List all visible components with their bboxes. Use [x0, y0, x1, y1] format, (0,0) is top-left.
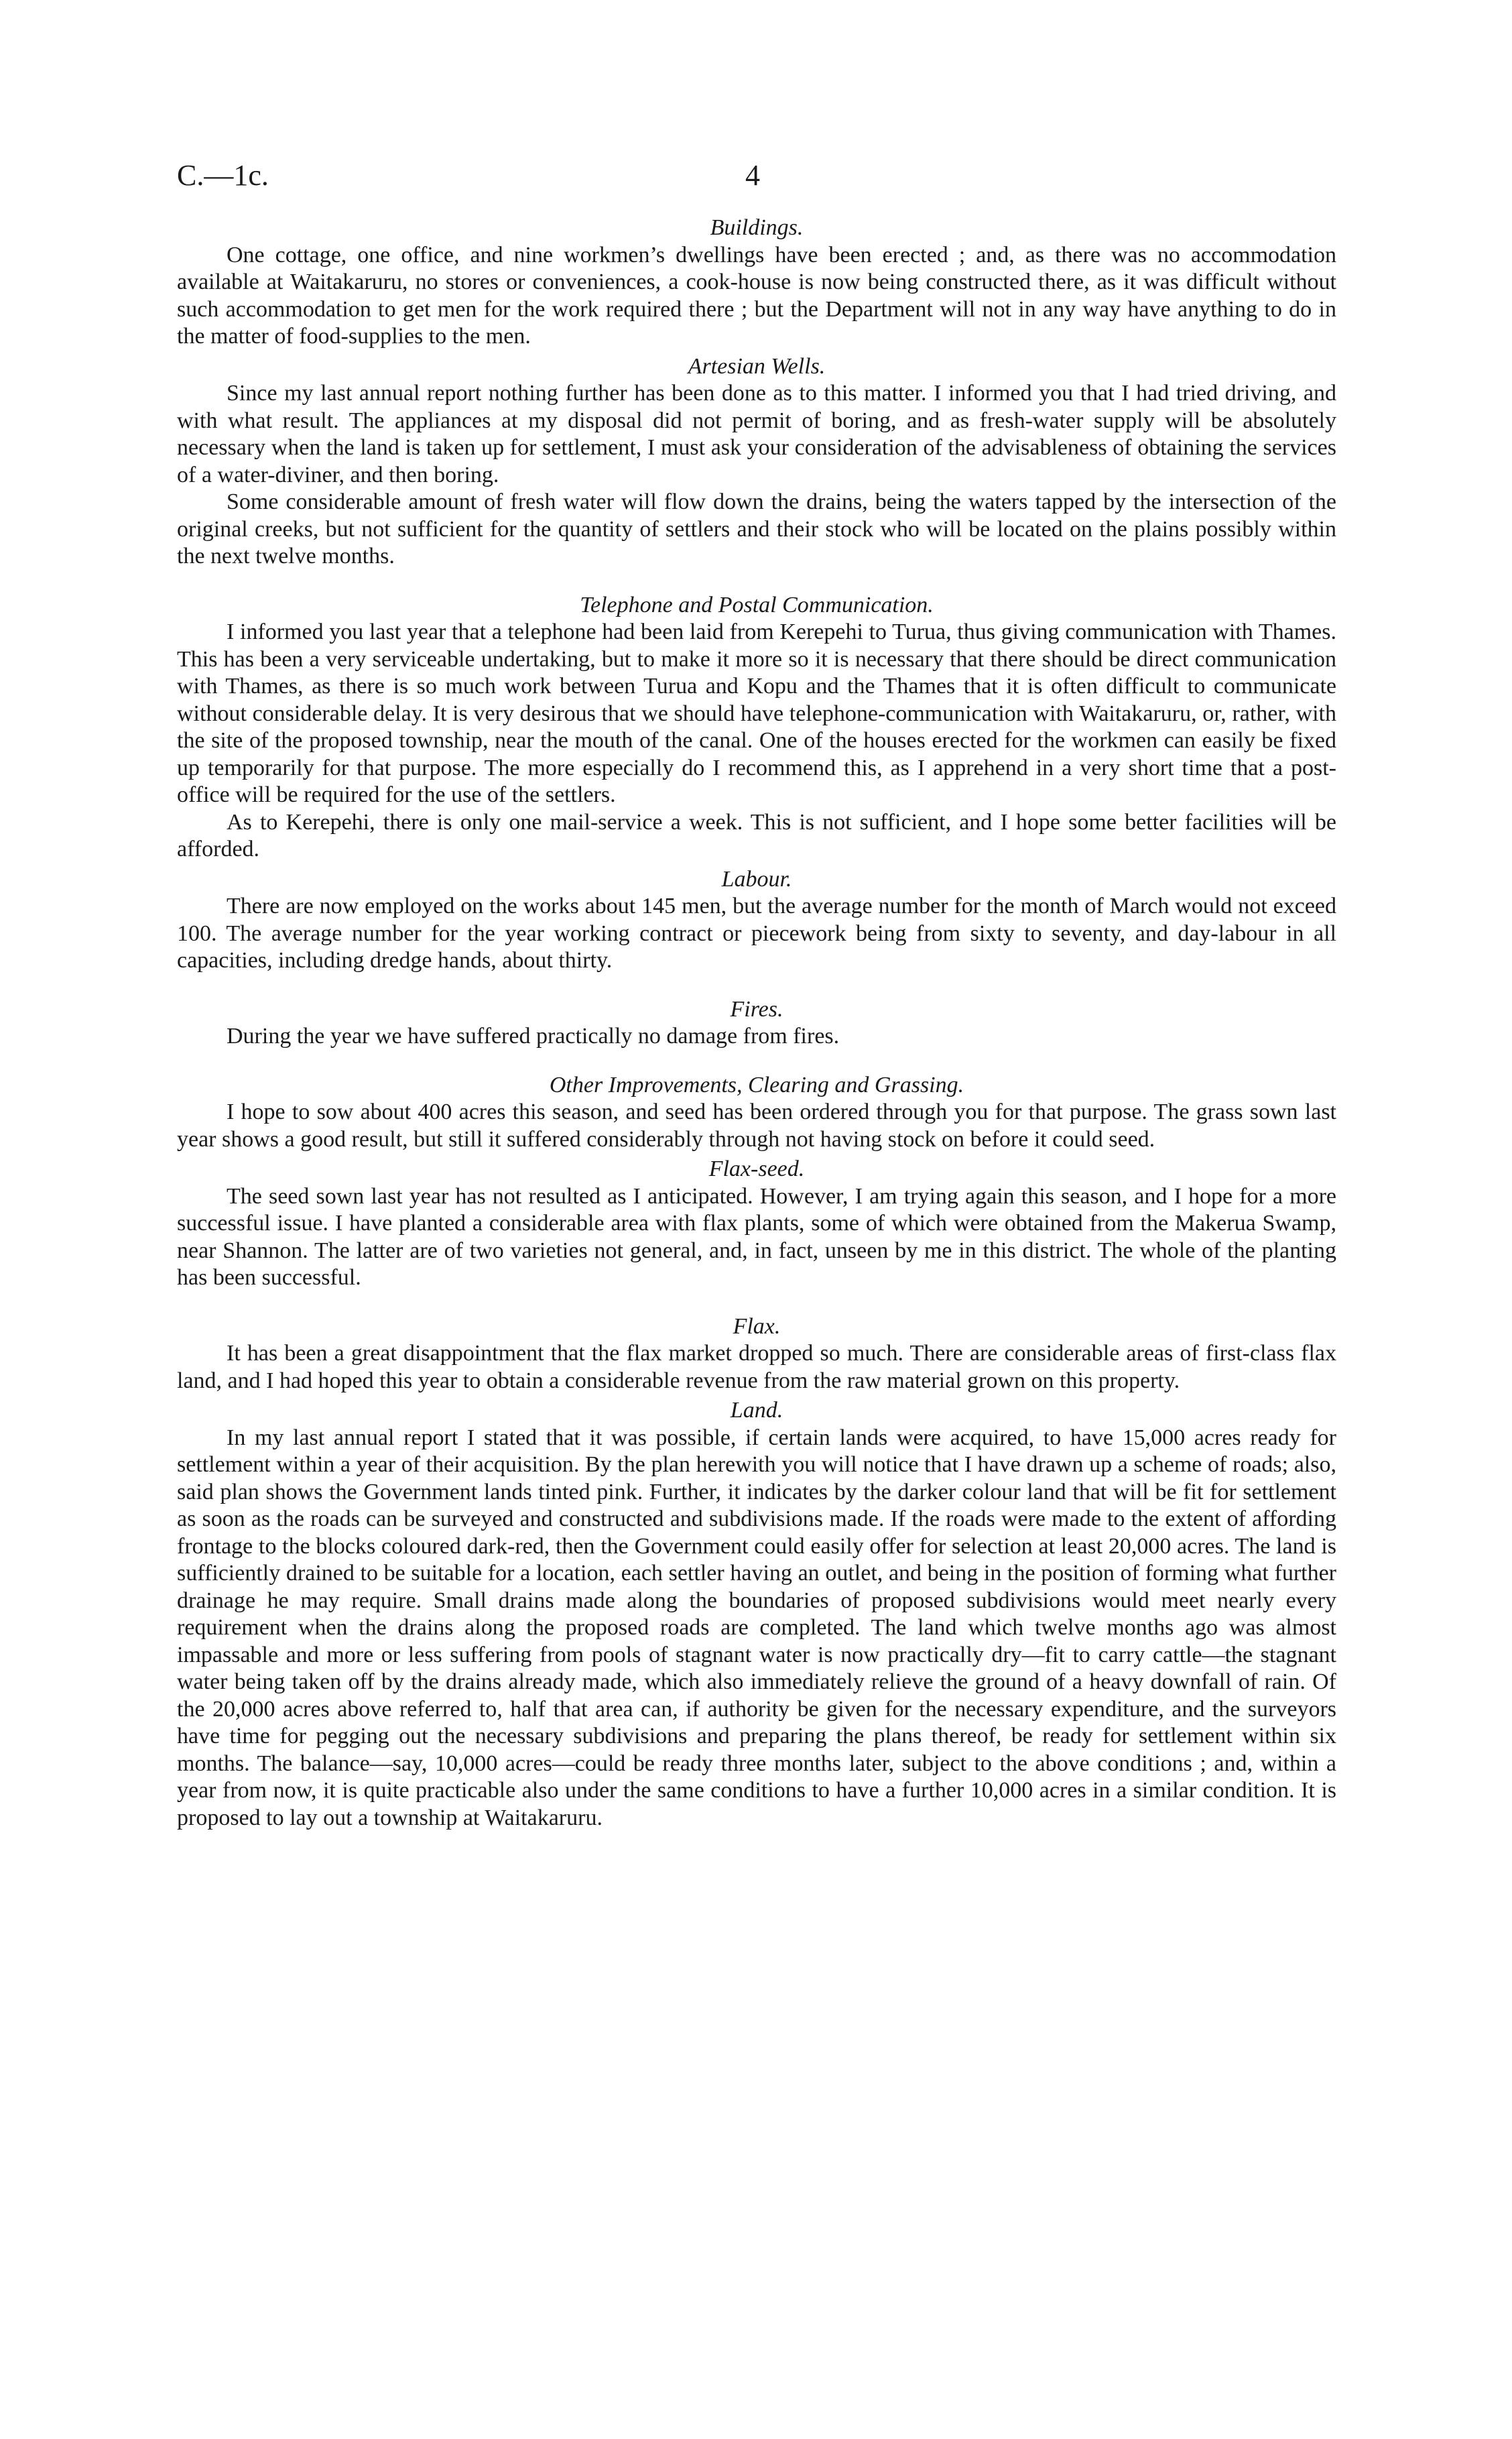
section-heading: Labour. [721, 866, 792, 892]
paragraph: It has been a great disappointment that the flax market dropped so much. There are considerable areas of first-class flax land, and I had hoped this year to obtain a considerable revenue from the raw material grown on this property. [177, 1341, 1336, 1393]
document-reference: C.—1c. [177, 159, 269, 192]
section-land [177, 1397, 1336, 1832]
paragraph: During the year we have suffered practically no damage from fires. [227, 1024, 840, 1049]
section-heading: Flax. [733, 1313, 781, 1339]
paragraph: I informed you last year that a telephone had been laid from Kerepehi to Turua, thus giving communication with Thames. This has been a very serviceable undertaking, but to make it more so it is necessary that there should be direct communication with Thames, as there is so much work between Turua and Kopu and the Thames that it is often difficult to communicate without considerable delay. It is very desirous that we should have telephone-communication with Waitakaruru, or, rather, with the site of the proposed township, near the mouth of the canal. One of the houses erected for the workmen can easily be fixed up temporarily for that purpose. The more especially do I recommend this, as I apprehend in a very short time that a post-office will be required for the use of the settlers. [177, 619, 1336, 807]
section-heading: Fires. [730, 996, 783, 1022]
paragraph: In my last annual report I stated that it was possible, if certain lands were acquired, to have 15,000 acres ready for settlement within a year of their acquisition. By the plan herewith you will notice that I have drawn up a scheme of roads; also, said plan shows the Government lands tinted pink. Further, it indicates by the darker colour land that will be fit for settlement as soon as the roads can be surveyed and constructed and subdivisions made. If the roads were made to the extent of affording frontage to the blocks coloured dark-red, then the Government could easily offer for selection at least 20,000 acres. The land is sufficiently drained to be suitable for a location, each settler having an outlet, and being in the position of forming what further drainage he may require. Small drains made along the boundaries of proposed subdivisions would meet nearly every requirement when the drains along the proposed roads are completed. The land which twelve months ago was almost impassable and more or less suffering from pools of stagnant water is now practically dry—fit to carry cattle—the stagnant water being taken off by the drains already made, which also immediately relieve the ground of a heavy downfall of rain. Of the 20,000 acres above referred to, half that area can, if authority be given for the necessary expenditure, and the surveyors have time for pegging out the necessary subdivisions and preparing the plans thereof, be ready for settlement within six months. The balance—say, 10,000 acres—could be ready three months later, subject to the above conditions ; and, within a year from now, it is quite practicable also under the same conditions to have a further 10,000 acres in a similar condition. It is proposed to lay out a township at Waitakaruru. [177, 1425, 1336, 1830]
paragraph: As to Kerepehi, there is only one mail-service a week. This is not sufficient, and I hope some better facilities will be afforded. [177, 809, 1336, 861]
section-heading: Telephone and Postal Communication. [580, 592, 934, 617]
paragraph: One cottage, one office, and nine workmen’s dwellings have been erected ; and, as there was no accommodation available at Waitakaruru, no stores or conveniences, a cook-house is now being constructed there, as it was difficult without such accommodation to get men for the work required there ; but the Department will not in any way have anything to do in the matter of food-supplies to the men. [177, 242, 1336, 349]
section-flax [177, 1313, 1336, 1395]
section-heading: Buildings. [710, 215, 804, 240]
section-other-improvements [177, 1072, 1336, 1154]
section-heading: Artesian Wells. [688, 353, 826, 379]
page-number: 4 [745, 159, 760, 192]
section-heading: Other Improvements, Clearing and Grassing. [549, 1072, 964, 1097]
section-flax-seed [177, 1156, 1336, 1292]
page-header [177, 158, 1336, 198]
section-fires [177, 996, 1336, 1051]
section-telephone-postal [177, 592, 1336, 864]
section-artesian-wells [177, 353, 1336, 571]
paragraph: Since my last annual report nothing further has been done as to this matter. I informed you that I had tried driving, and with what result. The appliances at my disposal did not permit of boring, and as fresh-water supply will be absolutely necessary when the land is taken up for settlement, I must ask your consideration of the advisableness of obtaining the services of a water-diviner, and then boring. [177, 381, 1336, 487]
paragraph: Some considerable amount of fresh water will flow down the drains, being the waters tapped by the intersection of the original creeks, but not sufficient for the quantity of settlers and their stock who will be located on the plains possibly within the next twelve months. [177, 489, 1336, 569]
section-buildings [177, 215, 1336, 351]
paragraph: There are now employed on the works about 145 men, but the average number for the month of March would not exceed 100. The average number for the year working contract or piecework being from sixty to seventy, and day-labour in all capacities, including dredge hands, about thirty. [177, 894, 1336, 973]
paragraph: I hope to sow about 400 acres this season, and seed has been ordered through you for that purpose. The grass sown last year shows a good result, but still it suffered considerably through not having stock on before it could seed. [177, 1099, 1336, 1152]
section-labour [177, 866, 1336, 975]
document-body [177, 215, 1336, 1832]
paragraph: The seed sown last year has not resulted as I anticipated. However, I am trying again this season, and I hope for a more successful issue. I have planted a considerable area with flax plants, some of which were obtained from the Makerua Swamp, near Shannon. The latter are of two varieties not general, and, in fact, unseen by me in this district. The whole of the planting has been successful. [177, 1183, 1336, 1290]
section-heading: Land. [730, 1398, 783, 1423]
section-heading: Flax-seed. [708, 1156, 805, 1181]
